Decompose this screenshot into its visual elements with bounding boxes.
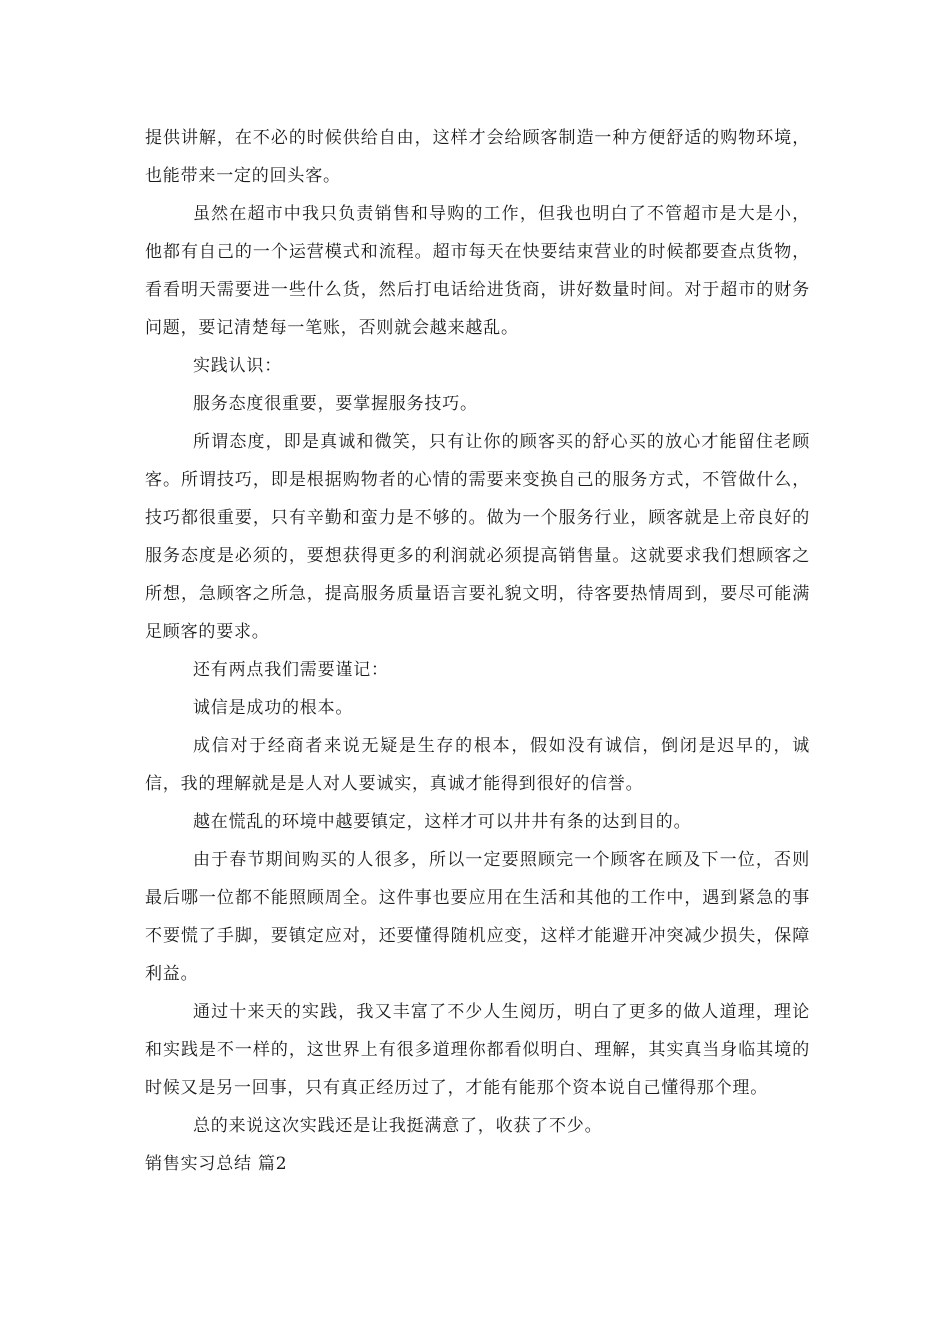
paragraph: 虽然在超市中我只负责销售和导购的工作，但我也明白了不管超市是大是小，他都有自己的一个运营模式和流程。超市每天在快要结束营业的时候都要查点货物，看看明天需要进一些什么货，然后打电话给进货商，讲好数量时间。对于超市的财务问题，要记清楚每一笔账，否则就会越来越乱。 — [145, 204, 810, 338]
paragraph: 服务态度很重要，要掌握服务技巧。 — [193, 394, 478, 414]
paragraph: 还有两点我们需要谨记： — [193, 660, 389, 680]
document-body — [145, 119, 810, 1183]
paragraph: 实践认识： — [193, 356, 282, 376]
section-heading: 销售实习总结 篇2 — [145, 1154, 288, 1174]
paragraph: 成信对于经商者来说无疑是生存的根本，假如没有诚信，倒闭是迟早的，诚信，我的理解就是是人对人要诚实，真诚才能得到很好的信誉。 — [145, 736, 810, 794]
paragraph: 越在慌乱的环境中越要镇定，这样才可以井井有条的达到目的。 — [193, 812, 692, 832]
paragraph: 总的来说这次实践还是让我挺满意了，收获了不少。 — [193, 1116, 603, 1136]
paragraph: 通过十来天的实践，我又丰富了不少人生阅历，明白了更多的做人道理，理论和实践是不一样的，这世界上有很多道理你都看似明白、理解，其实真当身临其境的时候又是另一回事，只有真正经历过了，才能有能那个资本说自己懂得那个理。 — [145, 1002, 810, 1098]
paragraph: 诚信是成功的根本。 — [193, 698, 354, 718]
paragraph: 提供讲解，在不必的时候供给自由，这样才会给顾客制造一种方便舒适的购物环境，也能带来一定的回头客。 — [145, 128, 810, 186]
paragraph: 所谓态度，即是真诚和微笑，只有让你的顾客买的舒心买的放心才能留住老顾客。所谓技巧，即是根据购物者的心情的需要来变换自己的服务方式，不管做什么，技巧都很重要，只有辛勤和蛮力是不够的。做为一个服务行业，顾客就是上帝良好的服务态度是必须的，要想获得更多的利润就必须提高销售量。这就要求我们想顾客之所想，急顾客之所急，提高服务质量语言要礼貌文明，待客要热情周到，要尽可能满足顾客的要求。 — [145, 432, 810, 642]
paragraph: 由于春节期间购买的人很多，所以一定要照顾完一个顾客在顾及下一位，否则最后哪一位都不能照顾周全。这件事也要应用在生活和其他的工作中，遇到紧急的事不要慌了手脚，要镇定应对，还要懂得随机应变，这样才能避开冲突减少损失，保障利益。 — [145, 850, 810, 984]
